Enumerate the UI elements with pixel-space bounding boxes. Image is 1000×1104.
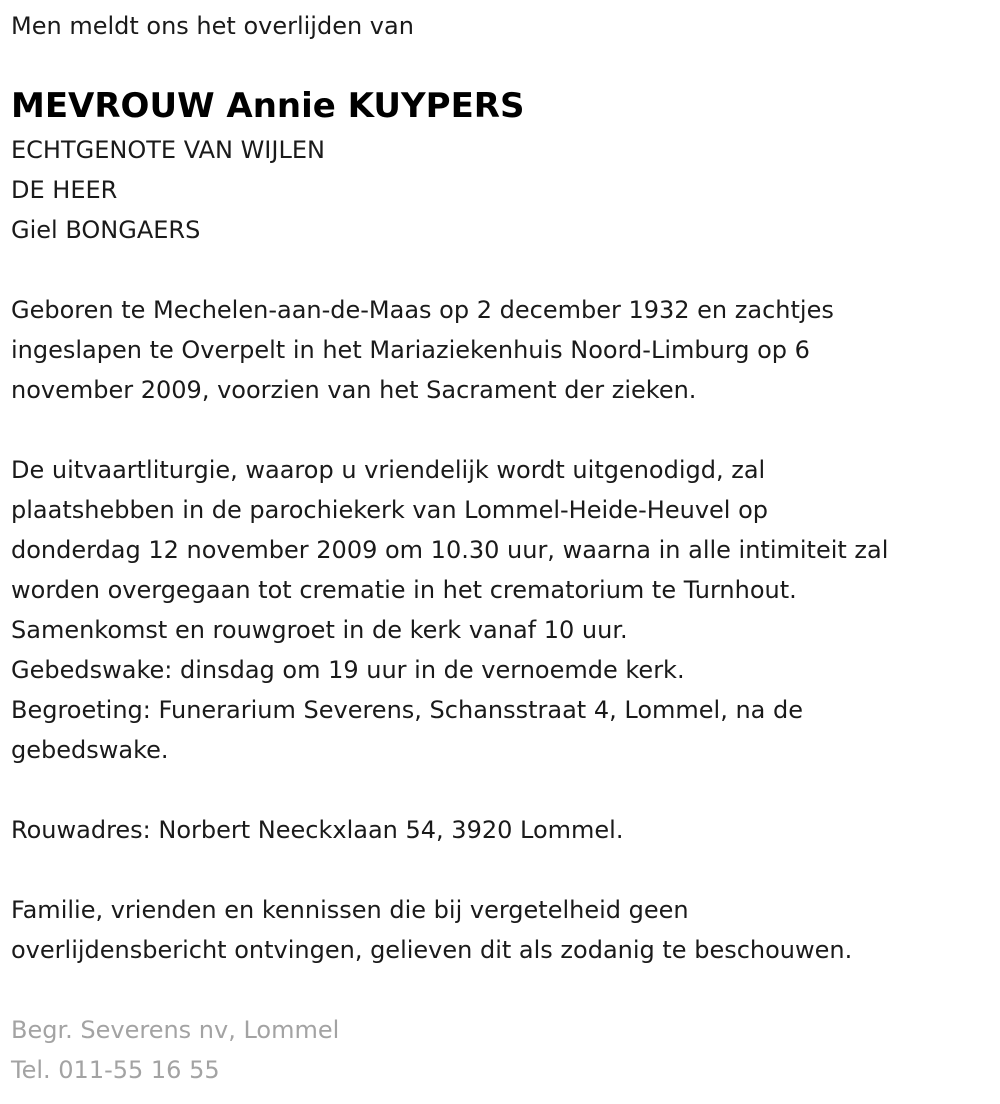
funeral-line: plaatshebben in de parochiekerk van Lommel-Heide-Heuvel op <box>11 496 769 524</box>
funeral-line: Begroeting: Funerarium Severens, Schansstraat 4, Lommel, na de <box>11 696 803 724</box>
family-note-line: overlijdensbericht ontvingen, gelieven dit als zodanig te beschouwen. <box>11 936 853 964</box>
spacer <box>11 250 991 290</box>
undertaker-phone: Tel. 011-55 16 55 <box>11 1056 220 1084</box>
birth-death-line: november 2009, voorzien van het Sacrament der zieken. <box>11 376 697 404</box>
funeral-line: donderdag 12 november 2009 om 10.30 uur, waarna in alle intimiteit zal <box>11 536 889 564</box>
spacer <box>11 410 991 450</box>
birth-death-line: Geboren te Mechelen-aan-de-Maas op 2 december 1932 en zachtjes <box>11 296 834 324</box>
family-note-line: Familie, vrienden en kennissen die bij vergetelheid geen <box>11 896 689 924</box>
undertaker-name: Begr. Severens nv, Lommel <box>11 1016 340 1044</box>
intro-text: Men meldt ons het overlijden van <box>11 12 414 40</box>
funeral-line: Gebedswake: dinsdag om 19 uur in de vernoemde kerk. <box>11 656 685 684</box>
spacer <box>11 770 991 810</box>
relation-line: ECHTGENOTE VAN WIJLEN <box>11 136 325 164</box>
relation-line: Giel BONGAERS <box>11 216 201 244</box>
undertaker-info <box>11 1010 991 1090</box>
spacer <box>11 850 991 890</box>
funeral-line: De uitvaartliturgie, waarop u vriendelijk wordt uitgenodigd, zal <box>11 456 766 484</box>
funeral-line: Samenkomst en rouwgroet in de kerk vanaf 10 uur. <box>11 616 628 644</box>
obituary-notice <box>11 6 991 1090</box>
mourning-address: Rouwadres: Norbert Neeckxlaan 54, 3920 Lommel. <box>11 816 624 844</box>
relation-line: DE HEER <box>11 176 118 204</box>
deceased-name: MEVROUW Annie KUYPERS <box>11 86 525 126</box>
funeral-line: gebedswake. <box>11 736 169 764</box>
funeral-line: worden overgegaan tot crematie in het crematorium te Turnhout. <box>11 576 797 604</box>
birth-death-line: ingeslapen te Overpelt in het Mariaziekenhuis Noord-Limburg op 6 <box>11 336 810 364</box>
